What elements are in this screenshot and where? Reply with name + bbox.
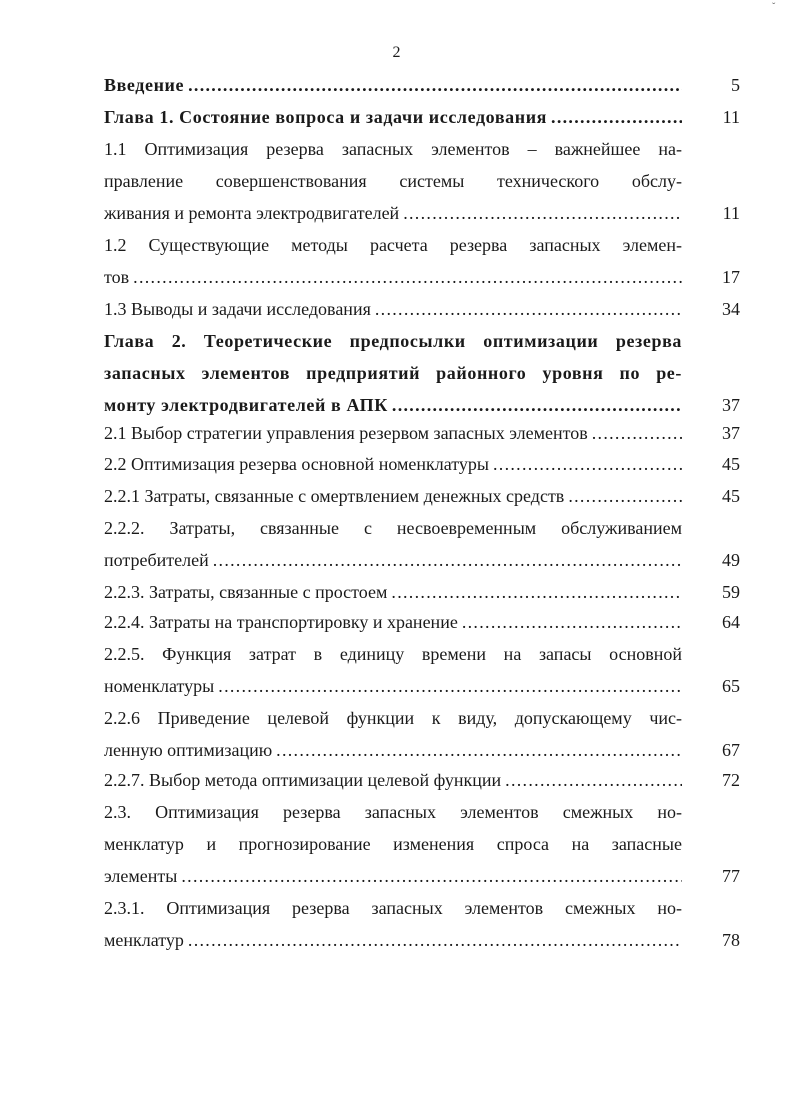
toc-entry-line bbox=[104, 265, 682, 289]
toc-entry-title: тов bbox=[104, 267, 130, 287]
toc-dot-leader bbox=[188, 928, 682, 952]
toc-entry-line: 2.2.2. Затраты, связанные с несвоевременным обслуживанием bbox=[104, 518, 682, 538]
toc-entry-title: Введение bbox=[104, 75, 185, 95]
toc-page-number: 45 bbox=[722, 454, 740, 474]
toc-entry-line: менклатур и прогнозирование изменения спроса на запасные bbox=[104, 834, 682, 854]
toc-entry-line bbox=[104, 73, 682, 97]
toc-dot-leader bbox=[218, 674, 682, 698]
toc-entry-title: 2.1 Выбор стратегии управления резервом запасных элементов bbox=[104, 423, 588, 443]
toc-page-number: 64 bbox=[722, 612, 740, 632]
toc-entry-title: 2.2 Оптимизация резерва основной номенклатуры bbox=[104, 454, 489, 474]
toc-dot-leader bbox=[188, 73, 682, 97]
toc-entry-line bbox=[104, 928, 682, 952]
toc-page-number: 37 bbox=[722, 395, 740, 415]
toc-entry-line bbox=[104, 580, 682, 604]
toc-entry-line bbox=[104, 105, 682, 129]
toc-dot-leader bbox=[551, 105, 682, 129]
toc-page-number: 11 bbox=[722, 203, 740, 223]
toc-dot-leader bbox=[375, 297, 682, 321]
toc-entry-title: элементы bbox=[104, 866, 178, 886]
toc-page-number: 59 bbox=[722, 582, 740, 602]
toc-entry-line bbox=[104, 768, 682, 792]
toc-page-number: 78 bbox=[722, 930, 740, 950]
toc-dot-leader bbox=[493, 452, 682, 476]
toc-dot-leader bbox=[403, 201, 682, 225]
toc-entry-line: 2.3.1. Оптимизация резерва запасных элементов смежных но- bbox=[104, 898, 682, 918]
scan-mark-top-right: ˇ bbox=[772, 2, 776, 13]
toc-entry-line bbox=[104, 864, 682, 888]
toc-page-number: 45 bbox=[722, 486, 740, 506]
toc-page-number: 65 bbox=[722, 676, 740, 696]
toc-entry-line bbox=[104, 452, 682, 476]
toc-entry-line: 2.2.6 Приведение целевой функции к виду, допускающему чис- bbox=[104, 708, 682, 728]
toc-entry-title: 2.2.4. Затраты на транспортировку и хранение bbox=[104, 612, 458, 632]
toc-entry-line bbox=[104, 421, 682, 445]
toc-entry-line: 2.3. Оптимизация резерва запасных элементов смежных но- bbox=[104, 802, 682, 822]
toc-dot-leader bbox=[133, 265, 682, 289]
toc-entry-title: 1.3 Выводы и задачи исследования bbox=[104, 299, 371, 319]
toc-page-number: 37 bbox=[722, 423, 740, 443]
toc-entry-title: ленную оптимизацию bbox=[104, 740, 273, 760]
toc-entry-line bbox=[104, 548, 682, 572]
toc-dot-leader bbox=[181, 864, 682, 888]
toc-entry-line bbox=[104, 610, 682, 634]
toc-dot-leader bbox=[276, 738, 682, 762]
toc-entry-line: Глава 2. Теоретические предпосылки оптимизации резерва bbox=[104, 331, 682, 351]
toc-entry-title: номенклатуры bbox=[104, 676, 215, 696]
toc-page-number: 17 bbox=[722, 267, 740, 287]
toc-page-number: 34 bbox=[722, 299, 740, 319]
toc-entry-title: 2.2.7. Выбор метода оптимизации целевой функции bbox=[104, 770, 502, 790]
toc-page-number: 11 bbox=[722, 107, 740, 127]
toc-entry-title: потребителей bbox=[104, 550, 209, 570]
toc-dot-leader bbox=[392, 393, 682, 417]
toc-page-number: 67 bbox=[722, 740, 740, 760]
toc-entry-line bbox=[104, 484, 682, 508]
toc-entry-line: 2.2.5. Функция затрат в единицу времени на запасы основной bbox=[104, 644, 682, 664]
toc-page-number: 77 bbox=[722, 866, 740, 886]
toc-entry-title: менклатур bbox=[104, 930, 184, 950]
toc-entry-line: правление совершенствования системы технического обслу- bbox=[104, 171, 682, 191]
toc-entry-line: запасных элементов предприятий районного уровня по ре- bbox=[104, 363, 682, 383]
page-number: 2 bbox=[392, 44, 401, 61]
toc-entry-line bbox=[104, 393, 682, 417]
toc-page-number: 72 bbox=[722, 770, 740, 790]
toc-entry-line: 1.2 Существующие методы расчета резерва запасных элемен- bbox=[104, 235, 682, 255]
toc-entry-line bbox=[104, 201, 682, 225]
toc-entry-title: 2.2.3. Затраты, связанные с простоем bbox=[104, 582, 388, 602]
toc-entry-title: монту электродвигателей в АПК bbox=[104, 395, 388, 415]
toc-dot-leader bbox=[462, 610, 682, 634]
toc-entry-line bbox=[104, 738, 682, 762]
toc-page-number: 5 bbox=[731, 75, 740, 95]
toc-dot-leader bbox=[213, 548, 682, 572]
toc-entry-title: Глава 1. Состояние вопроса и задачи исследования bbox=[104, 107, 548, 127]
toc-dot-leader bbox=[592, 421, 682, 445]
toc-entry-line bbox=[104, 297, 682, 321]
toc-dot-leader bbox=[505, 768, 682, 792]
toc-page-number: 49 bbox=[722, 550, 740, 570]
toc-entry-line: 1.1 Оптимизация резерва запасных элементов – важнейшее на- bbox=[104, 139, 682, 159]
toc-dot-leader bbox=[391, 580, 682, 604]
toc-dot-leader bbox=[568, 484, 682, 508]
toc-entry-title: 2.2.1 Затраты, связанные с омертвлением денежных средств bbox=[104, 486, 565, 506]
toc-entry-line bbox=[104, 674, 682, 698]
toc-entry-title: живания и ремонта электродвигателей bbox=[104, 203, 400, 223]
